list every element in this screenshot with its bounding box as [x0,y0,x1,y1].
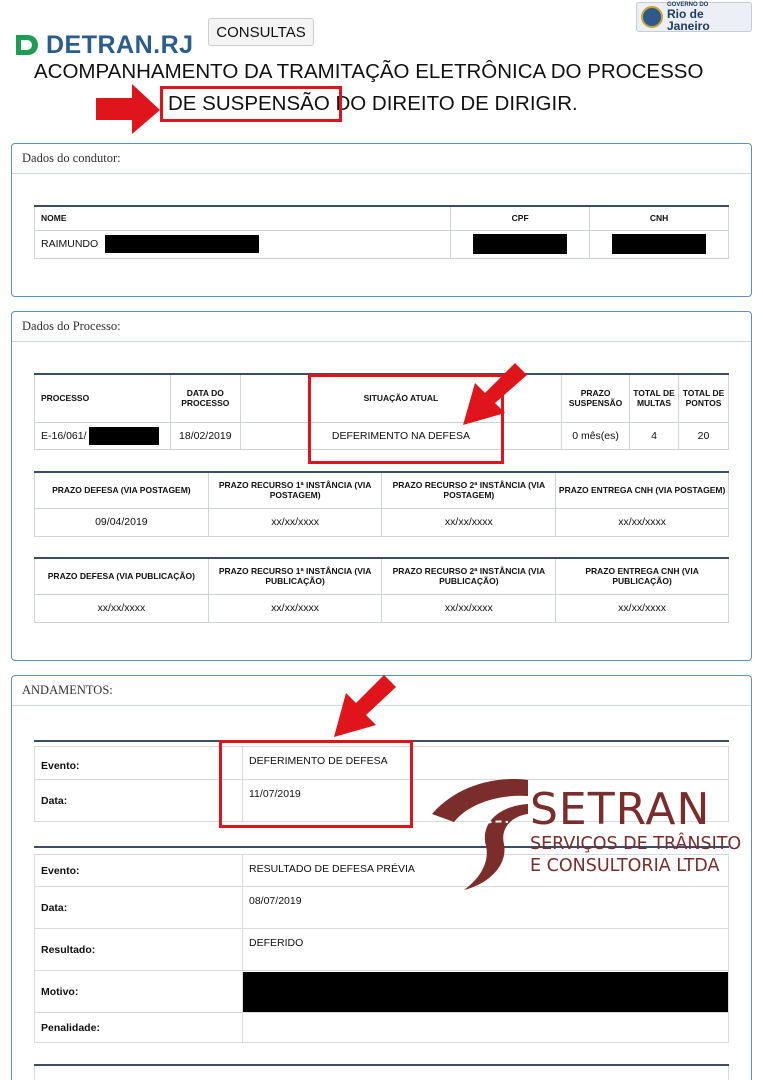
redacted-block [105,235,259,253]
resultado-value: DEFERIDO [243,929,729,971]
prazo-recurso1-postagem-header: PRAZO RECURSO 1ª INSTÂNCIA (VIA POSTAGEM) [208,472,382,508]
gov-rj-logo[interactable] [636,2,752,32]
resultado-label: Resultado: [35,929,243,971]
setran-watermark [428,770,742,895]
red-arrow-icon [455,363,531,431]
evento-value: DEFERIMENTO DE DEFESA [243,747,729,780]
data-value: 08/07/2019 [243,887,729,929]
redacted-block [89,427,159,445]
col-situacao-header: SITUAÇÃO ATUAL [240,374,561,422]
andamento-item-3 [34,1066,729,1080]
prazos-postagem-table [34,471,729,537]
data-label: Data: [35,887,243,929]
prazo-recurso2-postagem-value: xx/xx/xxxx [382,508,556,536]
gov-logo-small-text: GOVERNO DO [667,2,709,8]
total-pontos-value: 20 [679,422,729,449]
prazo-entrega-cnh-publicacao-header: PRAZO ENTREGA CNH (VIA PUBLICAÇÃO) [556,558,729,594]
data-processo-value: 18/02/2019 [170,422,240,449]
processo-value: E-16/061/ [41,429,87,442]
penalidade-label: Penalidade: [35,1013,243,1043]
setran-subtitle-1: SERVIÇOS DE TRÂNSITO [530,834,742,854]
cpf-cell [451,230,590,258]
data-value: 11/07/2019 [243,780,729,822]
prazo-recurso1-publicacao-value: xx/xx/xxxx [208,594,382,622]
andamentos-panel-title: ANDAMENTOS: [12,676,751,706]
evento-label: Evento: [35,855,243,887]
setran-title: SETRAN [530,784,711,835]
red-arrow-icon [330,675,400,741]
penalidade-value [243,1013,729,1043]
prazo-defesa-publicacao-value: xx/xx/xxxx [35,594,209,622]
situacao-atual-value: DEFERIMENTO NA DEFESA [240,422,561,449]
suspensao-highlight-box [160,86,342,122]
nome-value: RAIMUNDO [41,237,99,250]
prazo-recurso2-publicacao-header: PRAZO RECURSO 2ª INSTÂNCIA (VIA PUBLICAÇÃO) [382,558,556,594]
evento-value: RESULTADO DE DEFESA PRÉVIA [243,855,729,887]
prazo-entrega-cnh-postagem-header: PRAZO ENTREGA CNH (VIA POSTAGEM) [556,472,729,508]
processo-panel-title: Dados do Processo: [12,312,751,342]
prazo-suspensao-value: 0 mês(es) [562,422,630,449]
redacted-block [612,234,706,254]
evento-label: Evento: [35,747,243,780]
prazo-defesa-publicacao-header: PRAZO DEFESA (VIA PUBLICAÇÃO) [35,558,209,594]
prazo-defesa-postagem-header: PRAZO DEFESA (VIA POSTAGEM) [35,472,209,508]
nome-cell [35,230,451,258]
redacted-block [243,972,728,1012]
col-cnh-header: CNH [590,206,729,230]
prazo-defesa-postagem-value: 09/04/2019 [35,508,209,536]
total-multas-value: 4 [630,422,679,449]
detran-logo[interactable] [14,28,194,62]
prazo-recurso2-postagem-header: PRAZO RECURSO 2ª INSTÂNCIA (VIA POSTAGEM) [382,472,556,508]
col-prazo-suspensao-header: PRAZO SUSPENSÃO [562,374,630,422]
deferimento-highlight-box [219,740,413,828]
motivo-label: Motivo: [35,971,243,1013]
prazo-entrega-cnh-postagem-value: xx/xx/xxxx [556,508,729,536]
red-arrow-icon [96,84,162,134]
gov-logo-big-text: Rio de Janeiro [667,7,710,33]
detran-logo-icon [14,31,42,59]
cnh-cell [590,230,729,258]
detran-logo-text: DETRAN.RJ [46,30,194,59]
redacted-block [473,234,567,254]
prazos-publicacao-table [34,557,729,623]
motivo-value [243,971,729,1013]
col-processo-header: PROCESSO [35,374,171,422]
col-total-pontos-header: TOTAL DE PONTOS [679,374,729,422]
col-data-header: DATA DO PROCESSO [170,374,240,422]
prazo-recurso2-publicacao-value: xx/xx/xxxx [382,594,556,622]
condutor-table [34,205,729,259]
page-title-line-1: ACOMPANHAMENTO DA TRAMITAÇÃO ELETRÔNICA DO PROCESSO [34,60,704,83]
consultas-button[interactable]: CONSULTAS [208,18,314,46]
prazo-recurso1-postagem-value: xx/xx/xxxx [208,508,382,536]
prazo-entrega-cnh-publicacao-value: xx/xx/xxxx [556,594,729,622]
rj-seal-icon [641,6,663,28]
col-total-multas-header: TOTAL DE MULTAS [630,374,679,422]
setran-subtitle-2: E CONSULTORIA LTDA [530,856,720,876]
prazo-recurso1-publicacao-header: PRAZO RECURSO 1ª INSTÂNCIA (VIA PUBLICAÇÃO) [208,558,382,594]
col-cpf-header: CPF [451,206,590,230]
col-nome-header: NOME [35,206,451,230]
processo-cell [35,422,171,449]
condutor-panel-title: Dados do condutor: [12,144,751,174]
setran-road-logo-icon [428,774,528,892]
data-label: Data: [35,780,243,822]
page-title-line-2: DE SUSPENSÃO DO DIREITO DE DIRIGIR. [168,92,578,115]
